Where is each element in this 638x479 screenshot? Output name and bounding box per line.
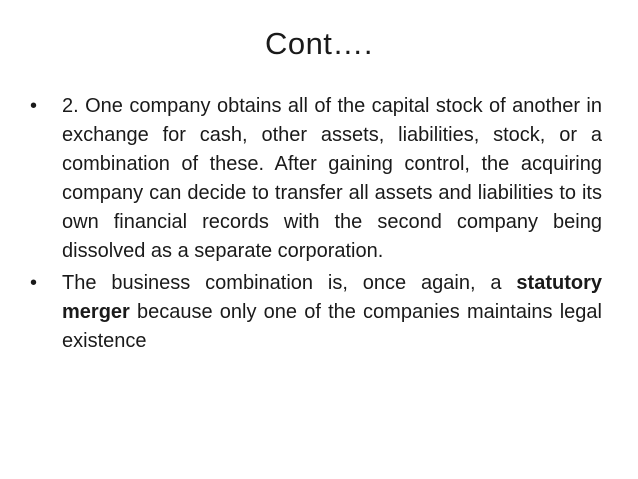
bullet-text: 2. One company obtains all of the capital stock of another in exchange for cash, other assets, liabilities, stock, or a combination of these. After gaining control, the acquiring company can decide to transfer all assets and liabilities to its own financial records with the second company being dissolved as a separate corporation. <box>62 95 602 262</box>
bullet-item-2 <box>30 269 602 356</box>
slide-title: Cont…. <box>264 26 374 61</box>
bold-term-statutory-merger: statutory merger <box>62 272 602 323</box>
bullet-point-icon: • <box>30 95 38 117</box>
bullet-point-icon: • <box>30 272 38 294</box>
bullet-text-after: because only one of the companies maintains legal existence <box>62 301 602 352</box>
bullet-text-before: The business combination is, once again, a <box>62 272 517 294</box>
bullet-list <box>30 92 602 359</box>
bullet-item-1 <box>30 92 602 266</box>
